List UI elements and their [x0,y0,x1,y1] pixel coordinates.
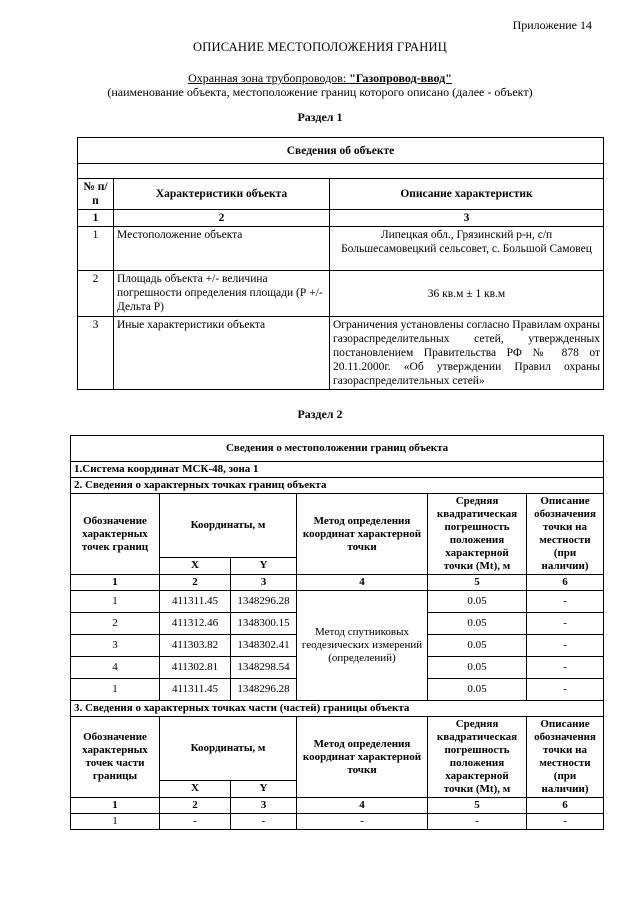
boundary-table [70,435,604,830]
row-characteristic: Иные характеристики объекта [114,317,330,390]
part-point-x: - [160,814,231,830]
col-index: 5 [428,575,527,591]
row-characteristic: Местоположение объекта [114,227,330,271]
point-descr: - [527,591,604,613]
point-y: 1348300.15 [231,613,297,635]
col-index: 1 [71,798,160,814]
col-index: 3 [231,575,297,591]
col-index: 1 [71,575,160,591]
method-cell: Метод спутниковых геодезических измерений (определений) [297,591,428,701]
point-mt: 0.05 [428,679,527,701]
row-number: 2 [78,271,114,317]
part-point-id: 1 [71,814,160,830]
point-id: 2 [71,613,160,635]
object-name: "Газопровод-ввод" [349,71,452,85]
x-header: X [160,558,231,575]
method-header: Метод определения координат характерной точки [297,494,428,575]
row-description: Ограничения установлены согласно Правилам охраны газораспределительных сетей, утвержденных постановлением Правительства РФ № 878 от 20.11.2000г. «Об утверждении Правил охраны газораспределительных сетей» [330,317,604,390]
object-prefix: Охранная зона трубопроводов: [188,71,350,85]
point-mt: 0.05 [428,591,527,613]
part3-title: 3. Сведения о характерных точках части (частей) границы объекта [71,701,604,717]
coords-header: Координаты, м [160,717,297,781]
x-header: X [160,781,231,798]
object-note: (наименование объекта, местоположение границ которого описано (далее - объект) [107,85,533,99]
appendix-label: Приложение 14 [512,18,592,32]
point-descr: - [527,635,604,657]
row-characteristic: Площадь объекта +/- величина погрешности определения площади (Р +/- Дельта Р) [114,271,330,317]
col-index: 2 [114,210,330,227]
col-index: 4 [297,798,428,814]
col-index: 2 [160,798,231,814]
col-index: 6 [527,798,604,814]
part-point-y: - [231,814,297,830]
col-index: 3 [330,210,604,227]
point-header: Обозначение характерных точек границ [71,494,160,575]
row-number: 3 [78,317,114,390]
col-index: 5 [428,798,527,814]
point-id: 3 [71,635,160,657]
point-descr: - [527,679,604,701]
part-point-descr: - [527,814,604,830]
y-header: Y [231,558,297,575]
descr-header: Описание обозначения точки на местности (при наличии) [527,717,604,798]
point-y: 1348296.28 [231,591,297,613]
point-y: 1348298.54 [231,657,297,679]
point-mt: 0.05 [428,635,527,657]
point-descr: - [527,613,604,635]
point-x: 411311.45 [160,591,231,613]
row-description: Липецкая обл., Грязинский р-н, с/п Большесамовецкий сельсовет, с. Большой Самовец [330,227,604,271]
point-x: 411312.46 [160,613,231,635]
point-y: 1348296.28 [231,679,297,701]
error-header: Средняя квадратическая погрешность положения характерной точки (Mt), м [428,717,527,798]
point-y: 1348302.41 [231,635,297,657]
spacer-row [78,164,604,179]
part-point-method: - [297,814,428,830]
table-row [71,591,604,613]
descr-header: Описание обозначения точки на местности (при наличии) [527,494,604,575]
col-char-header: Характеристики объекта [114,179,330,210]
section2-label: Раздел 2 [297,407,343,421]
section1-label: Раздел 1 [297,110,343,124]
row-description: 36 кв.м ± 1 кв.м [330,271,604,317]
y-header: Y [231,781,297,798]
method-header: Метод определения координат характерной точки [297,717,428,798]
object-name-line [0,71,640,86]
boundary-table-title: Сведения о местоположении границ объекта [71,436,604,462]
point-id: 1 [71,679,160,701]
point-mt: 0.05 [428,613,527,635]
coords-header: Координаты, м [160,494,297,558]
col-index: 6 [527,575,604,591]
point-x: 411311.45 [160,679,231,701]
row-number: 1 [78,227,114,271]
point-id: 4 [71,657,160,679]
point-x: 411302.81 [160,657,231,679]
col-index: 4 [297,575,428,591]
point-descr: - [527,657,604,679]
point-x: 411303.82 [160,635,231,657]
coord-system: 1.Система координат МСК-48, зона 1 [71,462,604,478]
col-num-header: № п/п [78,179,114,210]
error-header: Средняя квадратическая погрешность положения характерной точки (Mt), м [428,494,527,575]
table-row [71,814,604,830]
point-part-header: Обозначение характерных точек части границы [71,717,160,798]
point-mt: 0.05 [428,657,527,679]
object-table-title: Сведения об объекте [78,138,604,164]
col-index: 2 [160,575,231,591]
part2-title: 2. Сведения о характерных точках границ объекта [71,478,604,494]
col-index: 3 [231,798,297,814]
part-point-mt: - [428,814,527,830]
point-id: 1 [71,591,160,613]
document-title: ОПИСАНИЕ МЕСТОПОЛОЖЕНИЯ ГРАНИЦ [193,40,447,54]
col-desc-header: Описание характеристик [330,179,604,210]
col-index: 1 [78,210,114,227]
object-info-table [77,137,604,390]
